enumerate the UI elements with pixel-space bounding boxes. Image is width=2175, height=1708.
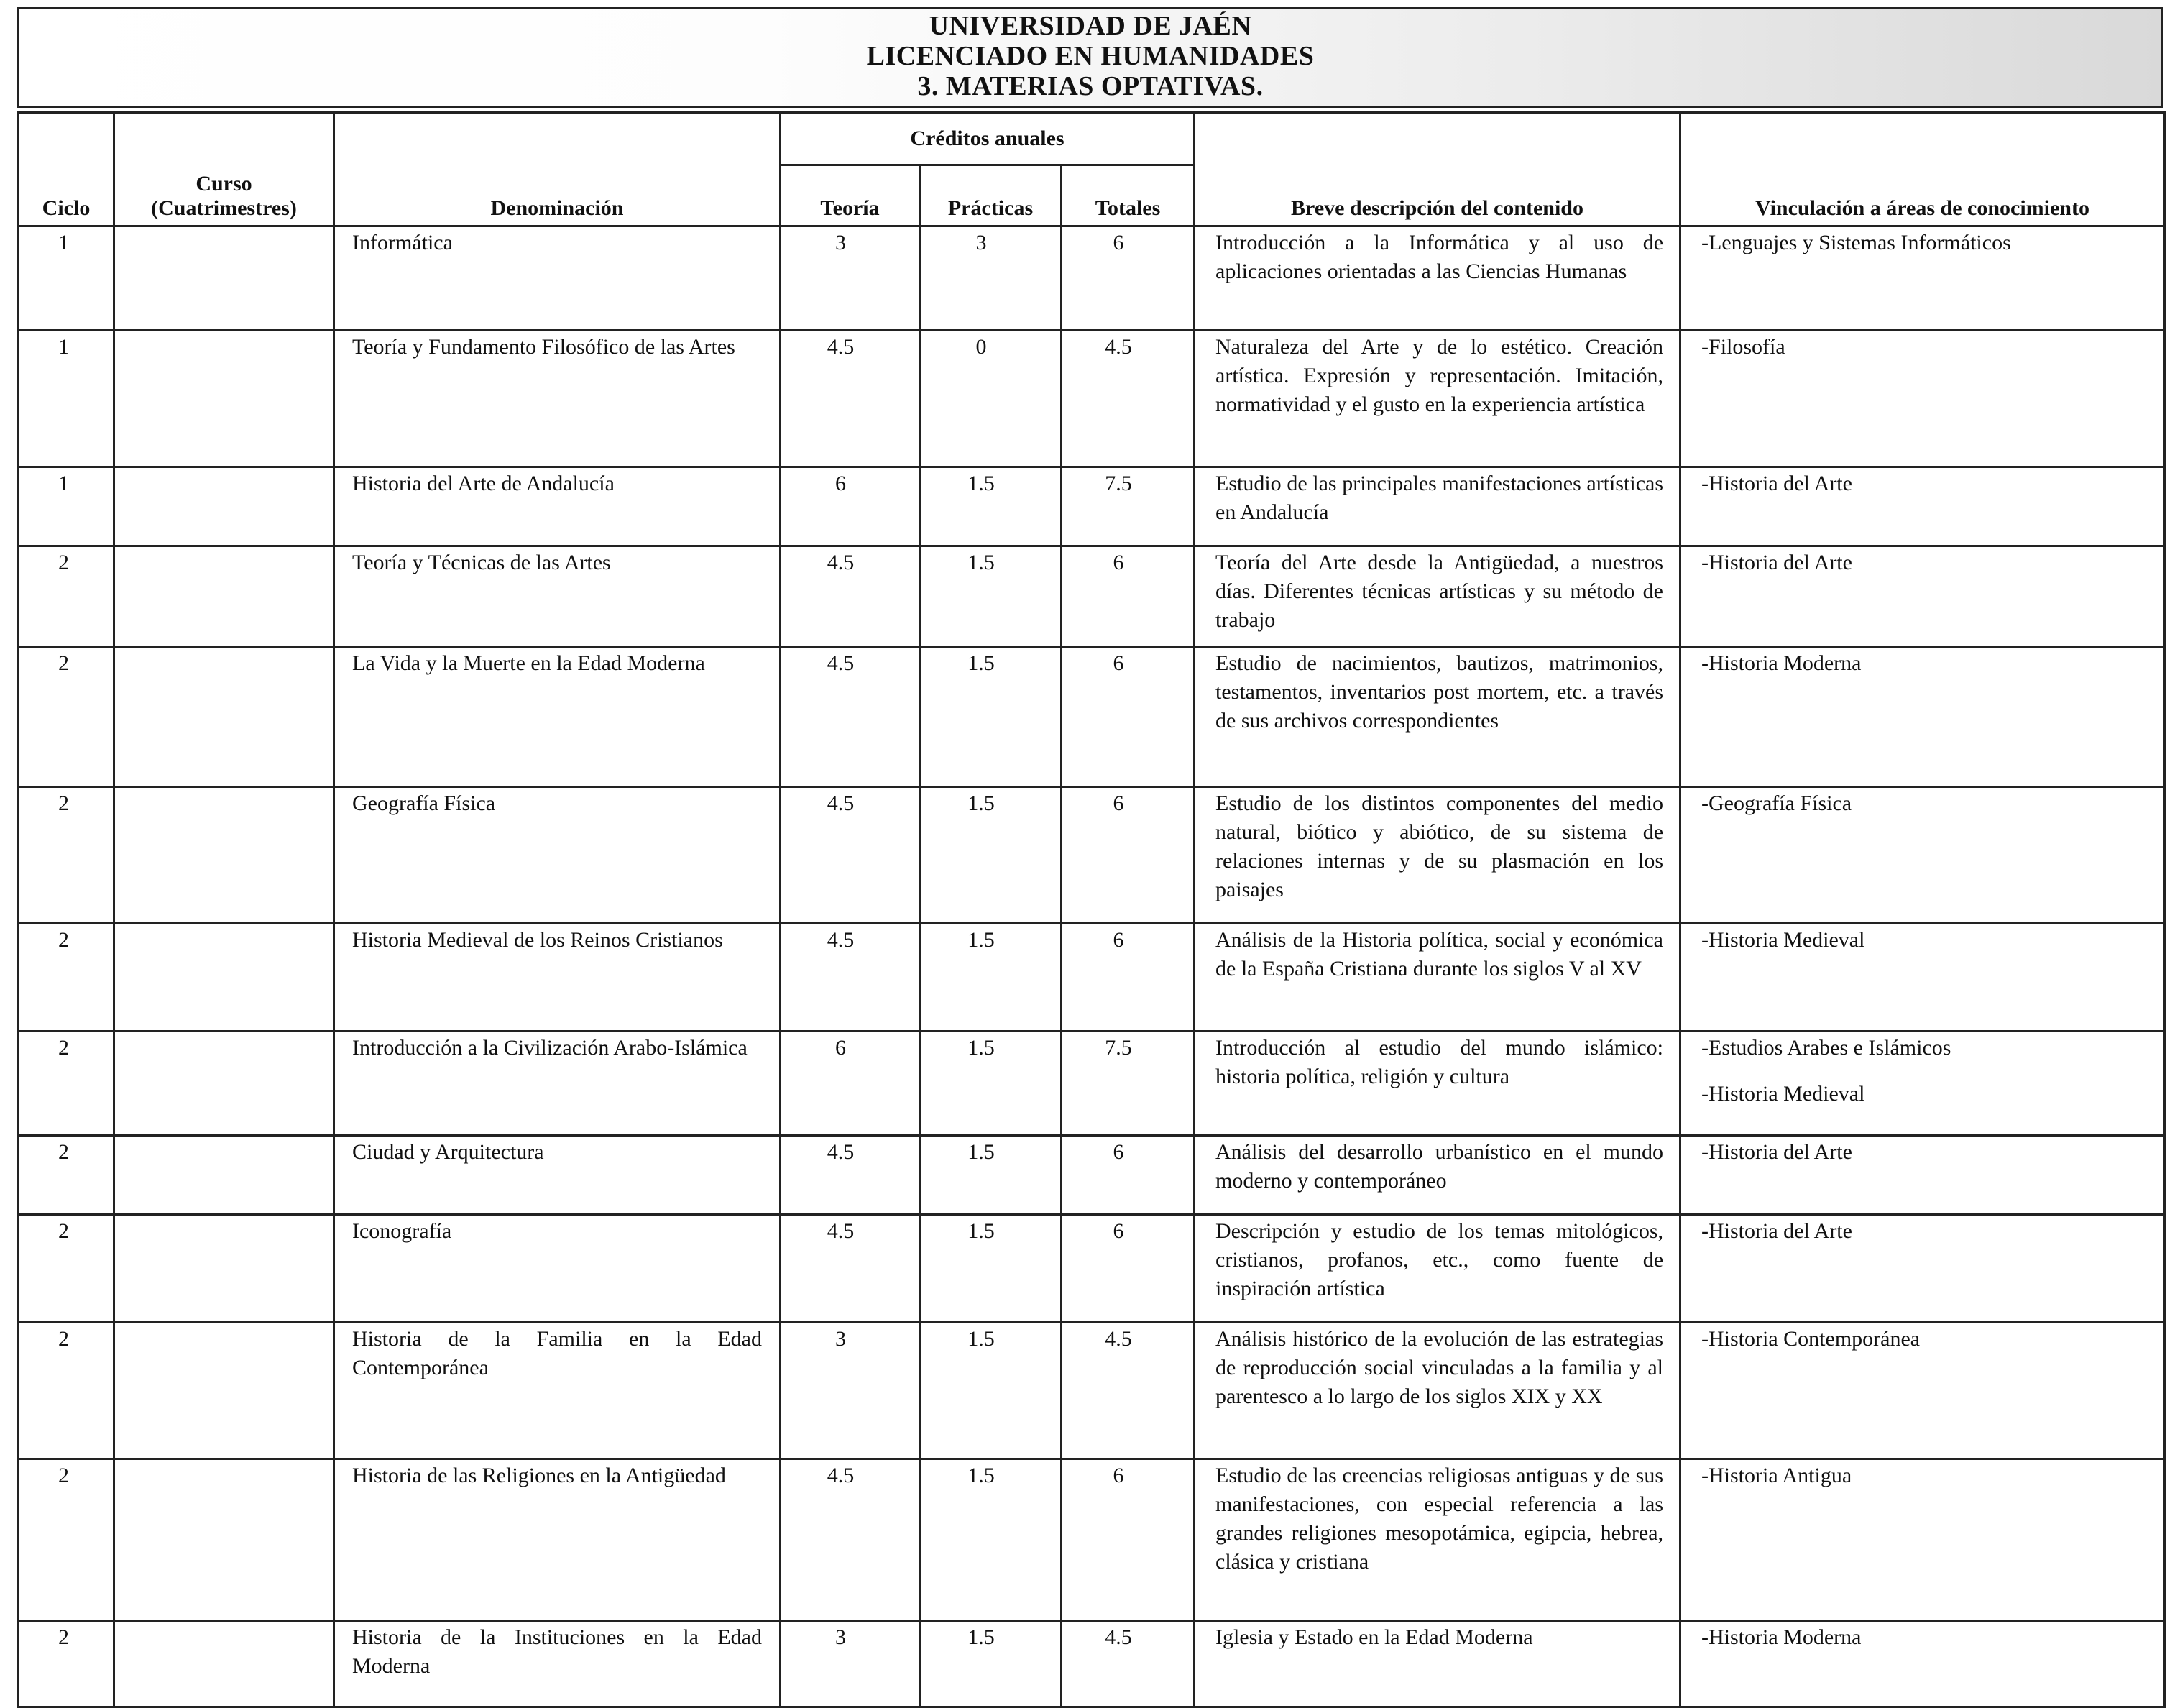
university-title: UNIVERSIDAD DE JAÉN <box>929 11 1252 41</box>
area-item: -Historia Moderna <box>1701 1625 1862 1649</box>
vinculacion-cell <box>1680 924 2165 1032</box>
header-practicas: Prácticas <box>920 165 1062 226</box>
descripcion-cell: Análisis histórico de la evolución de las estrategias de reproducción social vinculadas a la familia y al parentesco a lo largo de los siglos XIX y XX <box>1195 1323 1680 1459</box>
denominacion-cell: Historia Medieval de los Reinos Cristianos <box>334 924 781 1032</box>
practicas-cell: 1.5 <box>920 787 1062 924</box>
header-denominacion: Denominación <box>334 113 781 226</box>
curso-cell <box>114 1032 334 1136</box>
teoria-cell: 4.5 <box>781 924 920 1032</box>
totales-cell: 6 <box>1062 226 1195 331</box>
vinculacion-cell <box>1680 1323 2165 1459</box>
practicas-cell: 1.5 <box>920 1136 1062 1215</box>
totales-cell: 6 <box>1062 787 1195 924</box>
practicas-cell: 1.5 <box>920 1215 1062 1323</box>
totales-cell: 4.5 <box>1062 331 1195 467</box>
ciclo-cell: 2 <box>19 924 114 1032</box>
descripcion-cell: Estudio de nacimientos, bautizos, matrimonios, testamentos, inventarios post mortem, etc. a través de sus archivos correspondientes <box>1195 647 1680 787</box>
document-header <box>17 7 2163 108</box>
vinculacion-cell <box>1680 1215 2165 1323</box>
practicas-cell: 1.5 <box>920 1621 1062 1707</box>
table-row <box>19 1323 2165 1459</box>
teoria-cell: 6 <box>781 467 920 546</box>
teoria-cell: 4.5 <box>781 331 920 467</box>
descripcion-cell: Estudio de los distintos componentes del medio natural, biótico y abiótico, de su sistema de relaciones internas y de su plasmación en los paisajes <box>1195 787 1680 924</box>
table-row <box>19 1621 2165 1707</box>
area-item: -Historia del Arte <box>1701 551 1852 574</box>
area-item: -Geografía Física <box>1701 791 1852 815</box>
descripcion-cell: Descripción y estudio de los temas mitológicos, cristianos, profanos, etc., como fuente de inspiración artística <box>1195 1215 1680 1323</box>
ciclo-cell: 2 <box>19 1136 114 1215</box>
descripcion-cell: Introducción a la Informática y al uso de aplicaciones orientadas a las Ciencias Humanas <box>1195 226 1680 331</box>
curso-cell <box>114 787 334 924</box>
teoria-cell: 6 <box>781 1032 920 1136</box>
practicas-cell: 1.5 <box>920 546 1062 647</box>
header-vinculacion: Vinculación a áreas de conocimiento <box>1680 113 2165 226</box>
teoria-cell: 4.5 <box>781 1215 920 1323</box>
practicas-cell: 0 <box>920 331 1062 467</box>
denominacion-cell: Historia de la Familia en la Edad Contemporánea <box>334 1323 781 1459</box>
denominacion-cell: Teoría y Fundamento Filosófico de las Artes <box>334 331 781 467</box>
denominacion-cell: Historia de las Religiones en la Antigüedad <box>334 1459 781 1621</box>
curso-cell <box>114 1323 334 1459</box>
denominacion-cell: Ciudad y Arquitectura <box>334 1136 781 1215</box>
curso-cell <box>114 331 334 467</box>
denominacion-cell: Informática <box>334 226 781 331</box>
table-row <box>19 226 2165 331</box>
vinculacion-cell <box>1680 787 2165 924</box>
teoria-cell: 4.5 <box>781 1136 920 1215</box>
table-row <box>19 1032 2165 1136</box>
descripcion-cell: Naturaleza del Arte y de lo estético. Creación artística. Expresión y representación. Imitación, normatividad y el gusto en la experiencia artística <box>1195 331 1680 467</box>
curso-cell <box>114 546 334 647</box>
descripcion-cell: Estudio de las creencias religiosas antiguas y de sus manifestaciones, con especial referencia a las grandes religiones mesopotámica, egipcia, hebrea, clásica y cristiana <box>1195 1459 1680 1621</box>
denominacion-cell: Historia de la Instituciones en la Edad Moderna <box>334 1621 781 1707</box>
denominacion-cell: Iconografía <box>334 1215 781 1323</box>
descripcion-cell: Análisis de la Historia política, social y económica de la España Cristiana durante los siglos V al XV <box>1195 924 1680 1032</box>
descripcion-cell: Iglesia y Estado en la Edad Moderna <box>1195 1621 1680 1707</box>
practicas-cell: 1.5 <box>920 1459 1062 1621</box>
teoria-cell: 3 <box>781 1621 920 1707</box>
practicas-cell: 1.5 <box>920 1323 1062 1459</box>
area-item: -Historia Medieval <box>1701 1082 1865 1106</box>
vinculacion-cell <box>1680 647 2165 787</box>
table-row <box>19 924 2165 1032</box>
area-item: -Historia Antigua <box>1701 1464 1852 1487</box>
degree-title: LICENCIADO EN HUMANIDADES <box>866 41 1315 71</box>
table-row <box>19 1459 2165 1621</box>
area-item: -Filosofía <box>1701 335 1785 359</box>
table-body <box>19 226 2165 1707</box>
ciclo-cell: 2 <box>19 1323 114 1459</box>
vinculacion-cell <box>1680 467 2165 546</box>
ciclo-cell: 2 <box>19 1459 114 1621</box>
curso-cell <box>114 647 334 787</box>
table-row <box>19 647 2165 787</box>
totales-cell: 6 <box>1062 924 1195 1032</box>
practicas-cell: 1.5 <box>920 467 1062 546</box>
practicas-cell: 1.5 <box>920 647 1062 787</box>
totales-cell: 6 <box>1062 546 1195 647</box>
denominacion-cell: La Vida y la Muerte en la Edad Moderna <box>334 647 781 787</box>
denominacion-cell: Historia del Arte de Andalucía <box>334 467 781 546</box>
ciclo-cell: 1 <box>19 226 114 331</box>
descripcion-cell: Introducción al estudio del mundo islámico: historia política, religión y cultura <box>1195 1032 1680 1136</box>
denominacion-cell: Geografía Física <box>334 787 781 924</box>
table-row <box>19 467 2165 546</box>
vinculacion-cell <box>1680 1032 2165 1136</box>
area-item: -Historia del Arte <box>1701 1219 1852 1243</box>
section-title: 3. MATERIAS OPTATIVAS. <box>917 71 1264 101</box>
curso-cell <box>114 226 334 331</box>
ciclo-cell: 1 <box>19 331 114 467</box>
vinculacion-cell <box>1680 1621 2165 1707</box>
curso-cell <box>114 1215 334 1323</box>
ciclo-cell: 2 <box>19 546 114 647</box>
header-descripcion: Breve descripción del contenido <box>1195 113 1680 226</box>
vinculacion-cell <box>1680 546 2165 647</box>
curso-cell <box>114 924 334 1032</box>
table-row <box>19 1136 2165 1215</box>
header-curso: Curso (Cuatrimestres) <box>114 113 334 226</box>
table-row <box>19 546 2165 647</box>
practicas-cell: 1.5 <box>920 1032 1062 1136</box>
denominacion-cell: Teoría y Técnicas de las Artes <box>334 546 781 647</box>
totales-cell: 4.5 <box>1062 1323 1195 1459</box>
vinculacion-cell <box>1680 1136 2165 1215</box>
teoria-cell: 4.5 <box>781 647 920 787</box>
totales-cell: 7.5 <box>1062 1032 1195 1136</box>
vinculacion-cell <box>1680 331 2165 467</box>
totales-cell: 7.5 <box>1062 467 1195 546</box>
area-item: -Estudios Arabes e Islámicos <box>1701 1036 1951 1060</box>
teoria-cell: 3 <box>781 1323 920 1459</box>
totales-cell: 6 <box>1062 647 1195 787</box>
ciclo-cell: 2 <box>19 787 114 924</box>
curso-cell <box>114 1459 334 1621</box>
area-item: -Lenguajes y Sistemas Informáticos <box>1701 231 2011 254</box>
totales-cell: 4.5 <box>1062 1621 1195 1707</box>
area-item: -Historia Medieval <box>1701 928 1865 952</box>
teoria-cell: 3 <box>781 226 920 331</box>
curso-cell <box>114 1621 334 1707</box>
table-row <box>19 787 2165 924</box>
area-item: -Historia Contemporánea <box>1701 1327 1921 1351</box>
denominacion-cell: Introducción a la Civilización Arabo-Islámica <box>334 1032 781 1136</box>
area-item: -Historia del Arte <box>1701 472 1852 495</box>
table-row <box>19 331 2165 467</box>
ciclo-cell: 2 <box>19 1621 114 1707</box>
descripcion-cell: Teoría del Arte desde la Antigüedad, a nuestros días. Diferentes técnicas artísticas y su método de trabajo <box>1195 546 1680 647</box>
descripcion-cell: Estudio de las principales manifestaciones artísticas en Andalucía <box>1195 467 1680 546</box>
teoria-cell: 4.5 <box>781 787 920 924</box>
vinculacion-cell <box>1680 226 2165 331</box>
ciclo-cell: 2 <box>19 1032 114 1136</box>
totales-cell: 6 <box>1062 1215 1195 1323</box>
totales-cell: 6 <box>1062 1136 1195 1215</box>
area-item: -Historia del Arte <box>1701 1140 1852 1164</box>
practicas-cell: 1.5 <box>920 924 1062 1032</box>
header-totales: Totales <box>1062 165 1195 226</box>
totales-cell: 6 <box>1062 1459 1195 1621</box>
header-creditos: Créditos anuales <box>781 113 1195 165</box>
practicas-cell: 3 <box>920 226 1062 331</box>
curso-cell <box>114 467 334 546</box>
curso-cell <box>114 1136 334 1215</box>
descripcion-cell: Análisis del desarrollo urbanístico en el mundo moderno y contemporáneo <box>1195 1136 1680 1215</box>
teoria-cell: 4.5 <box>781 1459 920 1621</box>
ciclo-cell: 1 <box>19 467 114 546</box>
vinculacion-cell <box>1680 1459 2165 1621</box>
area-item: -Historia Moderna <box>1701 651 1862 675</box>
ciclo-cell: 2 <box>19 1215 114 1323</box>
ciclo-cell: 2 <box>19 647 114 787</box>
optional-subjects-table <box>17 111 2166 1708</box>
header-ciclo: Ciclo <box>19 113 114 226</box>
table-row <box>19 1215 2165 1323</box>
teoria-cell: 4.5 <box>781 546 920 647</box>
header-teoria: Teoría <box>781 165 920 226</box>
